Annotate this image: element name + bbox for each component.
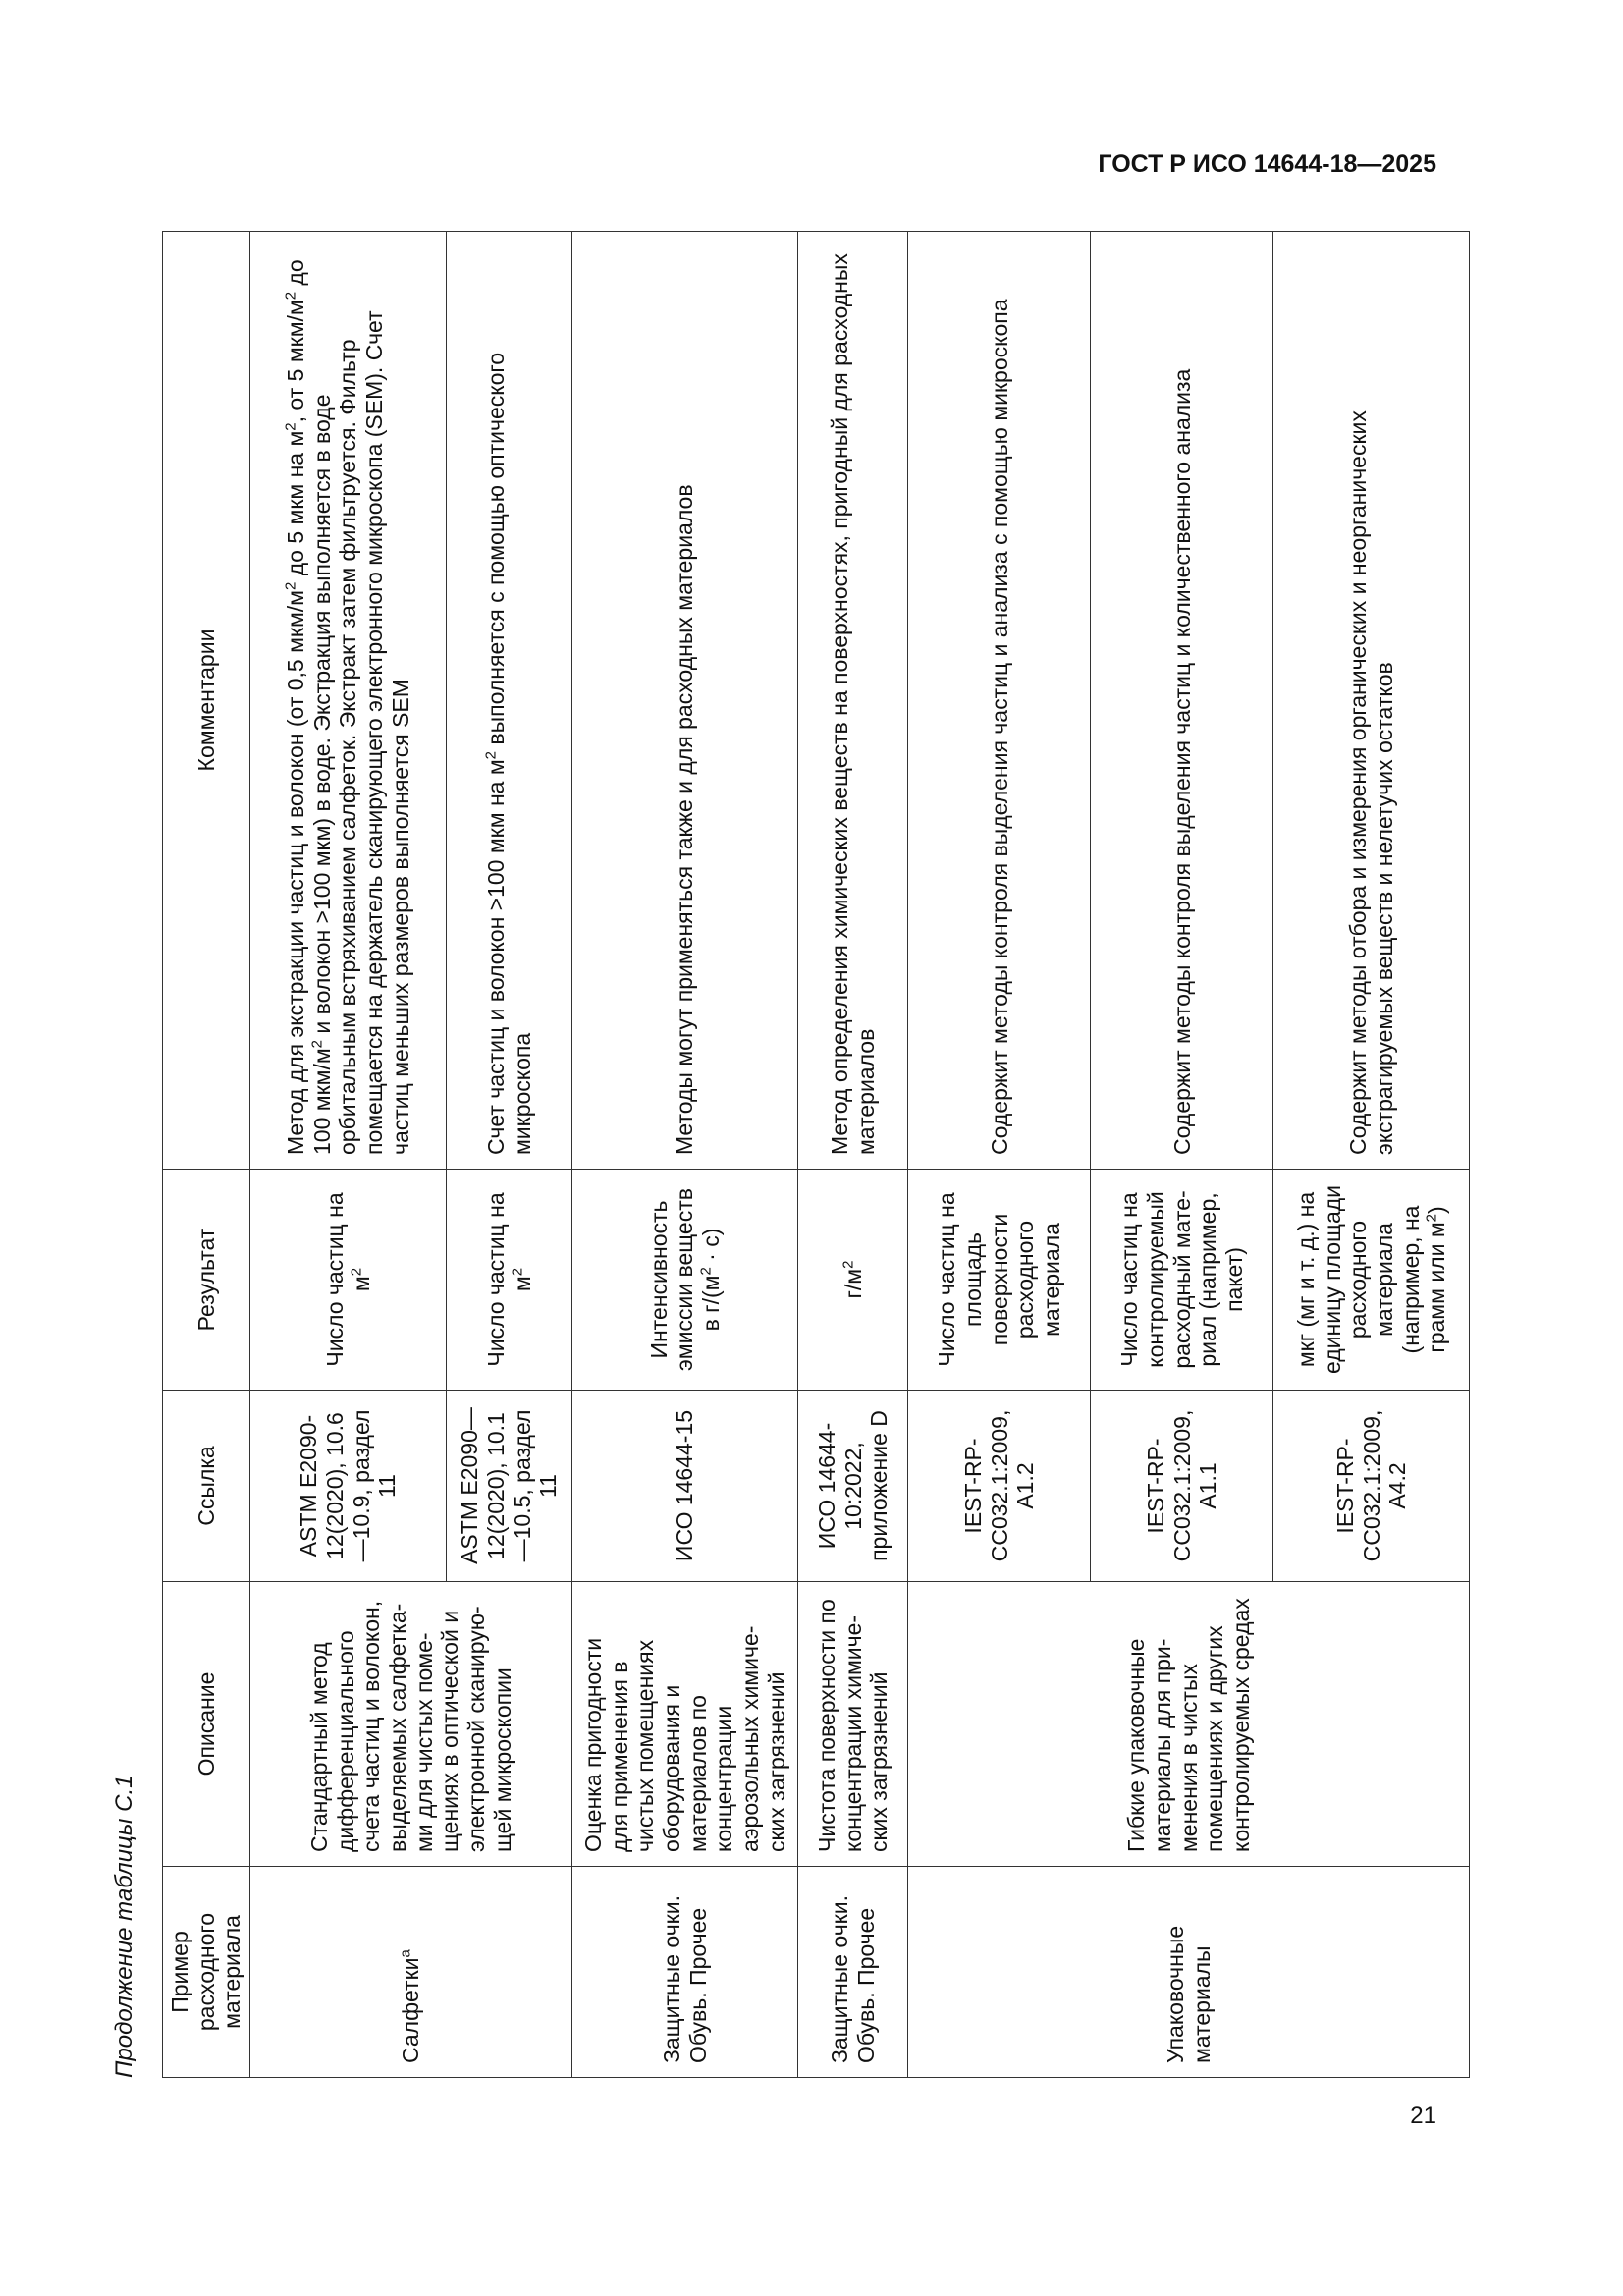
cell-result: Число частиц на площадь поверхности расходного материала bbox=[908, 1170, 1091, 1391]
rotated-table-area bbox=[103, 232, 1450, 2078]
table-row bbox=[250, 232, 447, 2078]
cell-comment: Содержит методы контроля выделения частиц и количественного анализа bbox=[1091, 232, 1273, 1170]
cell-description: Оценка пригодности для применения в чистых помещениях оборудования и материалов по концентрации аэрозольных химических загрязнений bbox=[572, 1582, 798, 1867]
cell-description: Гибкие упаковочные материалы для применения в чистых помещениях и других контролируемых средах bbox=[908, 1582, 1470, 1867]
cell-reference: IEST-RP-CC032.1:2009, A1.2 bbox=[908, 1391, 1091, 1582]
page-number: 21 bbox=[1410, 2103, 1436, 2129]
table-caption: Продолжение таблицы С.1 bbox=[111, 1775, 137, 2078]
table-header-row bbox=[163, 232, 250, 2078]
cell-reference: ИСО 14644-10:2022, приложение D bbox=[798, 1391, 908, 1582]
standard-code: ГОСТ Р ИСО 14644-18—2025 bbox=[1098, 150, 1436, 178]
cell-material: Салфетки$^a$ bbox=[250, 1867, 572, 2078]
cell-comment: Метод определения химических веществ на поверхностях, пригодный для расходных материалов bbox=[798, 232, 908, 1170]
cell-reference: ASTM E2090-12(2020), 10.6—10.9, раздел 11 bbox=[250, 1391, 447, 1582]
cell-result: $г/м^2$ bbox=[798, 1170, 908, 1391]
cell-result: Число частиц на контролируемый расходный материал (например, пакет) bbox=[1091, 1170, 1273, 1391]
cell-result: Число частиц на $м^2$ bbox=[447, 1170, 572, 1391]
cell-reference: IEST-RP-CC032.1:2009, A1.1 bbox=[1091, 1391, 1273, 1582]
table-row bbox=[908, 232, 1091, 2078]
cell-reference: IEST-RP-CC032.1:2009, A4.2 bbox=[1273, 1391, 1470, 1582]
cell-description: Стандартный метод дифференциального счета частиц и волокон, выделяемых салфетками для чистых помещениях в оптической и электронной сканирующей микроскопии bbox=[250, 1582, 572, 1867]
cell-comment: Методы могут применяться также и для расходных материалов bbox=[572, 232, 798, 1170]
header-reference: Ссылка bbox=[163, 1391, 250, 1582]
cell-reference: ИСО 14644-15 bbox=[572, 1391, 798, 1582]
cell-comment: Счет частиц и волокон >100 мкм на $м^2$ выполняется с помощью оптического микроскопа bbox=[447, 232, 572, 1170]
cell-description: Чистота поверхности по концентрации химических загрязнений bbox=[798, 1582, 908, 1867]
table-row bbox=[798, 232, 908, 2078]
cell-result: мкг (мг и т. д.) на единицу площади расходного материала (например, на грамм или $м^2$) bbox=[1273, 1170, 1470, 1391]
table-row bbox=[572, 232, 798, 2078]
cell-comment: Содержит методы контроля выделения частиц и анализа с помощью микроскопа bbox=[908, 232, 1091, 1170]
cell-material: Защитные очки. Обувь. Прочее bbox=[798, 1867, 908, 2078]
header-comments: Комментарии bbox=[163, 232, 250, 1170]
cell-comment: Метод для экстракции частиц и волокон (от 0,5 мкм/$м^2$ до 5 мкм на $м^2$, от 5 мкм/$м^2$ до 100 мкм/$м^2$ и волокон >100 мкм) в воде. Экстракция выполняется в воде орбитальным встряхиванием салфеток. Экстракт затем фильтруется. Фильтр помещается на держатель сканирующего электронного микроскопа (SEM). Счет частиц меньших размеров выполняется SEM bbox=[250, 232, 447, 1170]
cell-material: Защитные очки. Обувь. Прочее bbox=[572, 1867, 798, 2078]
cell-result: Число частиц на $м^2$ bbox=[250, 1170, 447, 1391]
header-description: Описание bbox=[163, 1582, 250, 1867]
header-result: Результат bbox=[163, 1170, 250, 1391]
cell-material: Упаковочные материалы bbox=[908, 1867, 1470, 2078]
cell-reference: ASTM E2090—12(2020), 10.1—10.5, раздел 11 bbox=[447, 1391, 572, 1582]
header-material: Пример расходного материала bbox=[163, 1867, 250, 2078]
consumables-table bbox=[162, 231, 1470, 2078]
cell-result: Интенсивность эмиссии веществ в $г/(м^2 \cdot с)$ bbox=[572, 1170, 798, 1391]
cell-comment: Содержит методы отбора и измерения органических и неорганических экстрагируемых веществ и нелетучих остатков bbox=[1273, 232, 1470, 1170]
